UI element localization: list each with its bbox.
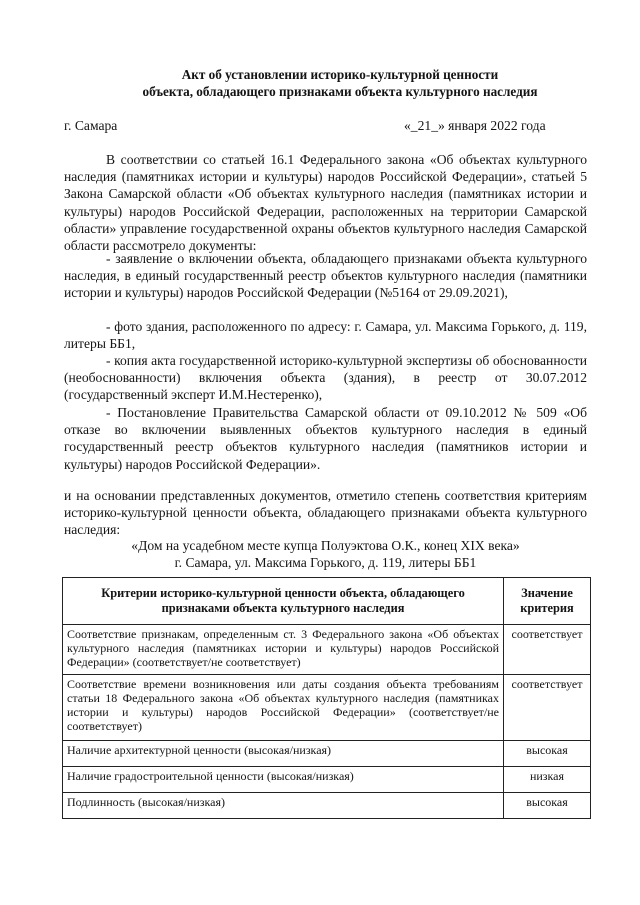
table-row	[63, 625, 591, 675]
value-cell: высокая	[504, 793, 591, 819]
criteria-table-header	[63, 578, 591, 625]
document-title-line2: объекта, обладающего признаками объекта культурного наследия	[142, 84, 538, 99]
conclusion-paragraph: и на основании представленных документов, отметило степень соответствия критериям историко-культурной ценности объекта, обладающего признаками объекта культурного наследия:	[64, 488, 587, 538]
object-name: «Дом на усадебном месте купца Полуэктова О.К., конец XIX века»	[131, 538, 520, 553]
document-item-application: - заявление о включении объекта, обладающего признаками объекта культурного наследия, в единый государственный реестр объектов культурного наследия (памятники истории и культуры) народов Российской Федерации (№5164 от 29.09.2021),	[64, 251, 587, 301]
criterion-cell: Подлинность (высокая/низкая)	[63, 793, 504, 819]
header-value: Значение критерия	[504, 578, 591, 625]
criterion-cell: Наличие градостроительной ценности (высокая/низкая)	[63, 767, 504, 793]
document-item-resolution: - Постановление Правительства Самарской области от 09.10.2012 № 509 «Об отказе во включении выявленных объектов культурного наследия в единый государственный реестр объектов культурного наследия (памятников истории и культуры) народов Российской Федерации».	[64, 405, 587, 472]
place-label: г. Самара	[64, 118, 118, 133]
header-criteria: Критерии историко-культурной ценности объекта, обладающего признаками объекта культурного наследия	[63, 578, 504, 625]
table-row	[63, 767, 591, 793]
table-row	[63, 675, 591, 741]
table-row	[63, 741, 591, 767]
intro-paragraph: В соответствии со статьей 16.1 Федерального закона «Об объектах культурного наследия (памятниках истории и культуры) народов Российской Федерации», статьей 5 Закона Самарской области «Об объектах культурного наследия (памятниках истории и культуры) народов Российской Федерации, расположенных на территории Самарской области» управление государственной охраны объектов культурного наследия Самарской области рассмотрело документы:	[64, 152, 587, 254]
object-address: г. Самара, ул. Максима Горького, д. 119, литеры ББ1	[174, 555, 477, 570]
value-cell: соответствует	[504, 675, 591, 741]
value-cell: соответствует	[504, 625, 591, 675]
document-date: «_21_» января 2022 года	[404, 118, 546, 133]
value-cell: низкая	[504, 767, 591, 793]
criterion-cell: Наличие архитектурной ценности (высокая/низкая)	[63, 741, 504, 767]
document-item-expertise: - копия акта государственной историко-культурной экспертизы об обоснованности (необоснованности) включения объекта (здания), в реестр от 30.07.2012 (государственный эксперт И.М.Нестеренко),	[64, 353, 587, 403]
value-cell: высокая	[504, 741, 591, 767]
table-row	[63, 793, 591, 819]
criteria-table	[62, 577, 591, 819]
criterion-cell: Соответствие времени возникновения или даты создания объекта требованиям статьи 18 Федерального закона «Об объектах культурного наследия (памятниках истории и культуры) народов Российской Федерации» (соответствует/не соответствует)	[63, 675, 504, 741]
criterion-cell: Соответствие признакам, определенным ст. 3 Федерального закона «Об объектах культурного наследия (памятниках истории и культуры) народов Российской Федерации» (соответствует/не соответствует)	[63, 625, 504, 675]
document-item-photo: - фото здания, расположенного по адресу: г. Самара, ул. Максима Горького, д. 119, литеры ББ1,	[64, 319, 587, 352]
document-title-line1: Акт об установлении историко-культурной ценности	[181, 67, 499, 82]
